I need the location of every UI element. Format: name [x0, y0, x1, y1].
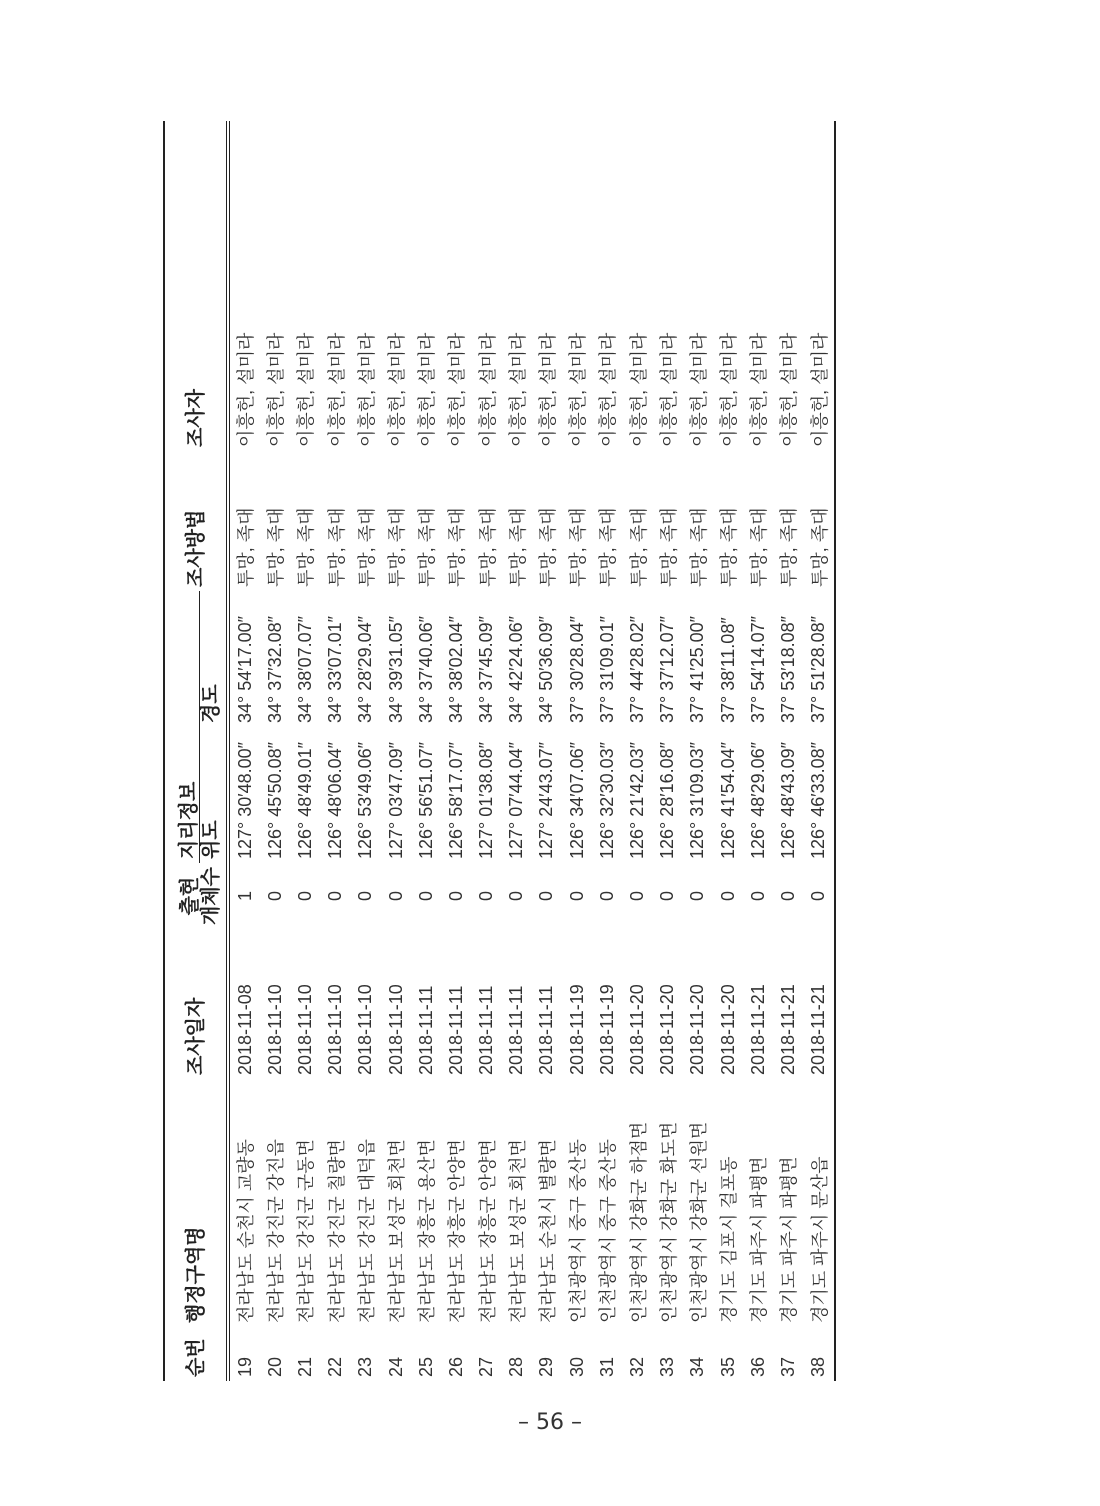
- row-number: 24: [385, 1356, 406, 1377]
- row-count: 0: [596, 891, 617, 902]
- row-number: 37: [777, 1356, 798, 1377]
- row-surveyor: 이흥헌, 설미라: [598, 332, 619, 447]
- row-surveyor: 이흥헌, 설미라: [779, 332, 800, 447]
- table-row: [472, 121, 502, 1381]
- row-method: 투망, 족대: [628, 507, 649, 587]
- row-count: 0: [476, 891, 497, 902]
- row-date: 2018-11-21: [804, 929, 835, 1079]
- row-surveyor: 이흥헌, 설미라: [417, 332, 438, 447]
- row-area: 전라남도 강진군 군동면: [296, 1139, 317, 1323]
- row-surveyor: 이흥헌, 설미라: [296, 332, 317, 447]
- row-date: 2018-11-11: [415, 985, 436, 1075]
- row-count: 0: [627, 891, 648, 902]
- table-row: [290, 121, 320, 1381]
- row-surveyor: 이흥헌, 설미라: [236, 332, 257, 447]
- row-date: 2018-11-11: [476, 985, 497, 1075]
- table-row: [653, 121, 683, 1381]
- row-longitude: 37° 37′12.07″: [657, 615, 678, 723]
- table-row: [260, 121, 290, 1381]
- row-latitude: 127° 07′44.04″: [506, 741, 527, 859]
- row-longitude: 34° 39′31.05″: [385, 615, 406, 723]
- row-longitude: 37° 54′14.07″: [747, 615, 768, 723]
- row-date: 2018-11-10: [325, 984, 346, 1075]
- row-area: 전라남도 순천시 교량동: [236, 1139, 257, 1323]
- row-latitude: 126° 48′43.09″: [777, 741, 798, 859]
- row-area: 경기도 김포시 걸포동: [719, 1156, 740, 1323]
- row-area: 전라남도 장흥군 안양면: [477, 1139, 498, 1323]
- row-latitude: 126° 48′06.04″: [325, 741, 346, 859]
- row-latitude: 126° 46′33.08″: [804, 727, 835, 863]
- row-method: 투망, 족대: [296, 507, 317, 587]
- row-area: 경기도 파주시 파평면: [749, 1156, 770, 1323]
- row-date: 2018-11-11: [506, 985, 527, 1075]
- table-row: [804, 121, 835, 1381]
- row-date: 2018-11-11: [445, 985, 466, 1075]
- row-latitude: 127° 03′47.09″: [385, 741, 406, 859]
- table-row: [532, 121, 562, 1381]
- row-date: 2018-11-11: [536, 985, 557, 1075]
- row-count: 0: [325, 891, 346, 902]
- header-count-top: 출현: [176, 876, 201, 916]
- row-longitude: 34° 37′32.08″: [264, 615, 285, 723]
- table-row: [773, 121, 803, 1381]
- row-surveyor: 이흥헌, 설미라: [266, 332, 287, 447]
- row-longitude: 34° 38′07.07″: [294, 615, 315, 723]
- row-longitude: 34° 38′02.04″: [445, 615, 466, 723]
- row-longitude: 34° 50′36.09″: [536, 615, 557, 723]
- row-area: 인천광역시 강화군 하점면: [628, 1121, 649, 1323]
- row-latitude: 126° 41′54.04″: [717, 741, 738, 859]
- row-surveyor: 이흥헌, 설미라: [688, 332, 709, 447]
- row-area: 인천광역시 강화군 선원면: [688, 1121, 709, 1323]
- row-area: 경기도 파주시 파평면: [779, 1156, 800, 1323]
- table-row: [228, 121, 260, 1381]
- row-latitude: 126° 45′50.08″: [264, 741, 285, 859]
- row-count: 1: [234, 891, 255, 902]
- row-method: 투망, 족대: [658, 507, 679, 587]
- row-area: 전라남도 강진군 강진읍: [266, 1139, 287, 1323]
- header-date: 조사일자: [164, 929, 228, 1079]
- row-latitude: 126° 32′30.03″: [596, 741, 617, 859]
- row-count: 0: [747, 891, 768, 902]
- row-area: 인천광역시 중구 중산동: [568, 1139, 589, 1323]
- row-area: 전라남도 강진군 칠량면: [326, 1139, 347, 1323]
- row-number: 28: [506, 1356, 527, 1377]
- row-area: 전라남도 순천시 별량면: [537, 1139, 558, 1323]
- row-number: 38: [804, 1327, 835, 1381]
- row-count: 0: [657, 891, 678, 902]
- header-area: 행정구역명: [164, 1079, 228, 1327]
- table-row: [441, 121, 471, 1381]
- row-count: 0: [355, 891, 376, 902]
- row-method: 투망, 족대: [749, 507, 770, 587]
- row-number: 29: [536, 1356, 557, 1377]
- row-date: 2018-11-10: [294, 984, 315, 1075]
- page-number: – 56 –: [518, 1410, 582, 1435]
- row-latitude: 126° 48′49.01″: [294, 741, 315, 859]
- row-method: 투망, 족대: [266, 507, 287, 587]
- row-latitude: 126° 21′42.03″: [627, 741, 648, 859]
- row-number: 26: [445, 1356, 466, 1377]
- header-count-bottom: 개체수: [200, 863, 229, 929]
- row-number: 23: [355, 1356, 376, 1377]
- row-area: 경기도 파주시 문산읍: [804, 1079, 835, 1327]
- row-method: 투망, 족대: [598, 507, 619, 587]
- row-latitude: 126° 28′16.08″: [657, 741, 678, 859]
- row-longitude: 37° 38′11.08″: [717, 617, 738, 723]
- row-area: 전라남도 강진군 대덕읍: [356, 1139, 377, 1323]
- row-area: 전라남도 보성군 회천면: [387, 1139, 408, 1323]
- row-latitude: 127° 30′48.00″: [234, 741, 255, 859]
- row-method: 투망, 족대: [507, 507, 528, 587]
- row-count: 0: [687, 891, 708, 902]
- row-count: 0: [385, 891, 406, 902]
- row-number: 34: [687, 1356, 708, 1377]
- row-count: 0: [717, 891, 738, 902]
- row-date: 2018-11-10: [385, 984, 406, 1075]
- row-method: 투망, 족대: [779, 507, 800, 587]
- row-surveyor: 이흥헌, 설미라: [658, 332, 679, 447]
- row-method: 투망, 족대: [447, 507, 468, 587]
- row-surveyor: 이흥헌, 설미라: [507, 332, 528, 447]
- row-longitude: 37° 53′18.08″: [777, 615, 798, 723]
- row-method: 투망, 족대: [326, 507, 347, 587]
- row-method: 투망, 족대: [688, 507, 709, 587]
- row-surveyor: 이흥헌, 설미라: [477, 332, 498, 447]
- row-latitude: 126° 31′09.03″: [687, 741, 708, 859]
- row-longitude: 37° 44′28.02″: [627, 615, 648, 723]
- row-number: 31: [596, 1356, 617, 1377]
- row-number: 27: [476, 1356, 497, 1377]
- table-header: [164, 121, 228, 1381]
- row-method: 투망, 족대: [477, 507, 498, 587]
- row-method: 투망, 족대: [719, 507, 740, 587]
- row-latitude: 126° 56′51.07″: [415, 741, 436, 859]
- row-number: 25: [415, 1356, 436, 1377]
- row-number: 22: [325, 1356, 346, 1377]
- row-count: 0: [264, 891, 285, 902]
- row-date: 2018-11-19: [566, 984, 587, 1075]
- row-surveyor: 이흥헌, 설미라: [537, 332, 558, 447]
- row-area: 전라남도 장흥군 용산면: [417, 1139, 438, 1323]
- row-date: 2018-11-20: [627, 984, 648, 1075]
- row-longitude: 37° 51′28.08″: [804, 591, 835, 727]
- row-number: 21: [294, 1356, 315, 1377]
- row-number: 36: [747, 1356, 768, 1377]
- table-row: [592, 121, 622, 1381]
- table-body: [228, 121, 835, 1381]
- row-latitude: 127° 01′38.08″: [476, 741, 497, 859]
- row-area: 인천광역시 중구 중산동: [598, 1139, 619, 1323]
- row-number: 32: [627, 1356, 648, 1377]
- row-surveyor: 이흥헌, 설미라: [326, 332, 347, 447]
- table-row: [351, 121, 381, 1381]
- table-row: [411, 121, 441, 1381]
- table-row: [562, 121, 592, 1381]
- row-count: 0: [536, 891, 557, 902]
- row-surveyor: 이흥헌, 설미라: [749, 332, 770, 447]
- row-longitude: 34° 54′17.00″: [234, 615, 255, 723]
- header-geo: 지리정보: [164, 591, 200, 863]
- row-latitude: 127° 24′43.07″: [536, 741, 557, 859]
- row-count: 0: [804, 863, 835, 929]
- row-latitude: 126° 53′49.06″: [355, 741, 376, 859]
- survey-table: [163, 121, 836, 1381]
- row-date: 2018-11-20: [657, 984, 678, 1075]
- row-method: 투망, 족대: [804, 451, 835, 591]
- row-date: 2018-11-21: [777, 984, 798, 1075]
- row-method: 투망, 족대: [537, 507, 558, 587]
- row-surveyor: 이흥헌, 설미라: [568, 332, 589, 447]
- table-row: [381, 121, 411, 1381]
- row-count: 0: [445, 891, 466, 902]
- table-row: [683, 121, 713, 1381]
- row-longitude: 37° 31′09.01″: [596, 615, 617, 723]
- row-longitude: 34° 28′29.04″: [355, 615, 376, 723]
- row-number: 30: [566, 1356, 587, 1377]
- header-method: 조사방법: [164, 451, 228, 591]
- row-longitude: 37° 41′25.00″: [687, 615, 708, 723]
- row-method: 투망, 족대: [568, 507, 589, 587]
- row-method: 투망, 족대: [236, 507, 257, 587]
- row-method: 투망, 족대: [387, 507, 408, 587]
- header-surveyor: 조사자: [164, 121, 228, 451]
- row-count: 0: [294, 891, 315, 902]
- header-lat: 위도: [200, 727, 229, 863]
- header-lon: 경도: [200, 591, 229, 727]
- row-date: 2018-11-10: [264, 984, 285, 1075]
- table-row: [502, 121, 532, 1381]
- header-no: 순번: [164, 1327, 228, 1381]
- table-row: [622, 121, 652, 1381]
- row-longitude: 34° 42′24.06″: [506, 615, 527, 723]
- row-surveyor: 이흥헌, 설미라: [804, 121, 835, 451]
- row-number: 19: [234, 1356, 255, 1377]
- row-number: 33: [657, 1356, 678, 1377]
- survey-table-rotated: [163, 121, 843, 1381]
- row-method: 투망, 족대: [417, 507, 438, 587]
- row-date: 2018-11-21: [747, 984, 768, 1075]
- table-row: [321, 121, 351, 1381]
- row-longitude: 34° 33′07.01″: [325, 615, 346, 723]
- row-count: 0: [777, 891, 798, 902]
- row-date: 2018-11-10: [355, 984, 376, 1075]
- row-surveyor: 이흥헌, 설미라: [719, 332, 740, 447]
- row-number: 20: [264, 1356, 285, 1377]
- row-longitude: 37° 30′28.04″: [566, 615, 587, 723]
- row-count: 0: [415, 891, 436, 902]
- row-count: 0: [506, 891, 527, 902]
- row-latitude: 126° 48′29.06″: [747, 741, 768, 859]
- row-date: 2018-11-20: [687, 984, 708, 1075]
- row-date: 2018-11-08: [234, 984, 255, 1075]
- row-longitude: 34° 37′40.06″: [415, 615, 436, 723]
- row-surveyor: 이흥헌, 설미라: [628, 332, 649, 447]
- row-longitude: 34° 37′45.09″: [476, 615, 497, 723]
- row-surveyor: 이흥헌, 설미라: [356, 332, 377, 447]
- row-number: 35: [717, 1356, 738, 1377]
- row-area: 전라남도 장흥군 안양면: [447, 1139, 468, 1323]
- table-row: [743, 121, 773, 1381]
- row-method: 투망, 족대: [356, 507, 377, 587]
- table-row: [713, 121, 743, 1381]
- row-date: 2018-11-19: [596, 984, 617, 1075]
- row-latitude: 126° 34′07.06″: [566, 741, 587, 859]
- row-surveyor: 이흥헌, 설미라: [447, 332, 468, 447]
- row-latitude: 126° 58′17.07″: [445, 741, 466, 859]
- row-area: 전라남도 보성군 회천면: [507, 1139, 528, 1323]
- row-date: 2018-11-20: [717, 984, 738, 1075]
- row-surveyor: 이흥헌, 설미라: [387, 332, 408, 447]
- row-area: 인천광역시 강화군 화도면: [658, 1121, 679, 1323]
- row-count: 0: [566, 891, 587, 902]
